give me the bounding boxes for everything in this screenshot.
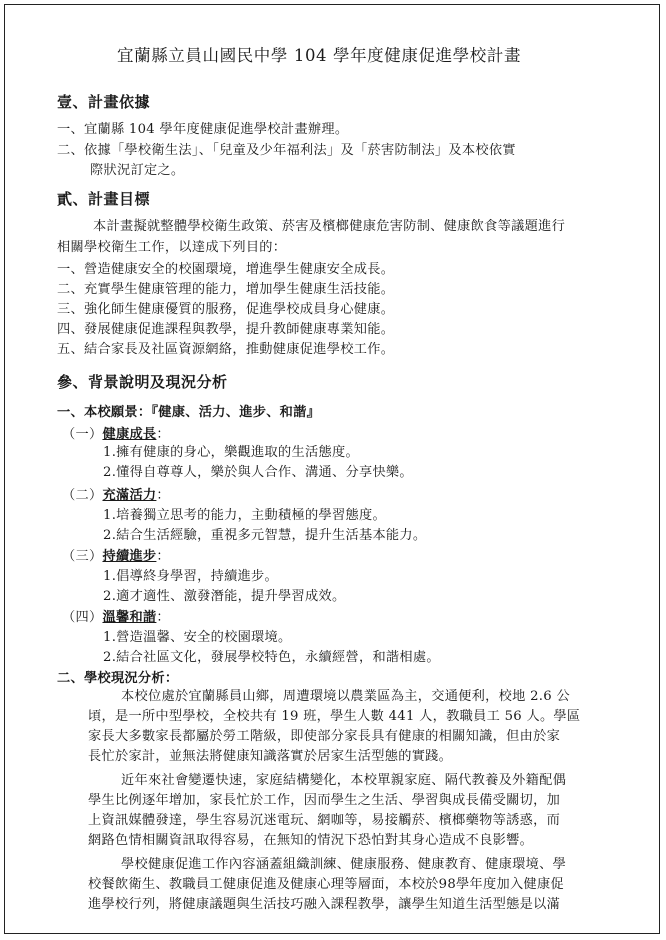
para-3-line-1: 學校健康促進工作內容涵蓋組織訓練、健康服務、健康教育、健康環境、學	[121, 857, 567, 872]
sec2-intro-line-2: 相關學校衛生工作，以達成下列目的：	[57, 240, 287, 255]
para-2-line-4: 網路色情相關資訊取得容易，在無知的情況下恐怕對其身心造成不良影響。	[88, 833, 534, 848]
vision-2-header: （二）充滿活力：	[62, 488, 170, 503]
section-3-heading: 參、背景說明及現況分析	[57, 373, 228, 391]
vision-2-label: 充滿活力	[102, 488, 157, 503]
sec2-goal-3: 三、強化師生健康優質的服務，促進學校成員身心健康。	[57, 302, 395, 317]
para-2-line-3: 上資訊媒體發達，學生容易沉迷電玩、網咖等，易接觸菸、檳榔藥物等誘惑，而	[88, 813, 561, 828]
sec2-goal-2: 二、充實學生健康管理的能力，增加學生健康生活技能。	[57, 282, 395, 297]
para-2-line-1: 近年來社會變遷快速，家庭結構變化，本校單親家庭、隔代教養及外籍配偶	[121, 773, 567, 788]
sec2-intro-line-1: 本計畫擬就整體學校衛生政策、菸害及檳榔健康危害防制、健康飲食等議題進行	[93, 219, 566, 234]
sec1-item-2-cont: 際狀況訂定之。	[90, 163, 185, 178]
para-2-line-2: 學生比例逐年增加，家長忙於工作，因而學生之生活、學習與成長備受關切，加	[88, 793, 561, 808]
document-title: 宜蘭縣立員山國民中學 104 學年度健康促進學校計畫	[117, 46, 522, 65]
vision-3-header: （三）持續進步：	[62, 549, 170, 564]
vision-2-point-1: 1.培養獨立思考的能力，主動積極的學習態度。	[103, 508, 386, 523]
para-1-line-4: 長忙於家計，並無法將健康知識落實於居家生活型態的實踐。	[88, 749, 453, 764]
vision-2-point-2: 2.結合生活經驗，重視多元智慧，提升生活基本能力。	[103, 528, 427, 543]
vision-3-label: 持續進步	[102, 549, 157, 564]
para-1-line-1: 本校位處於宜蘭縣員山鄉，周遭環境以農業區為主，交通便利，校地 2.6 公	[121, 689, 570, 704]
vision-4-point-1: 1.營造溫馨、安全的校園環境。	[103, 630, 292, 645]
para-3-line-2: 校餐飲衛生、教職員工健康促進及健康心理等層面，本校於98學年度加入健康促	[88, 877, 564, 892]
status-heading: 二、學校現況分析：	[57, 671, 179, 686]
sec2-goal-1: 一、營造健康安全的校園環境，增進學生健康安全成長。	[57, 262, 395, 277]
vision-4-label: 溫馨和諧	[102, 610, 157, 625]
sec2-goal-4: 四、發展健康促進課程與教學，提升教師健康專業知能。	[57, 322, 395, 337]
vision-3-point-1: 1.倡導終身學習，持續進步。	[103, 569, 279, 584]
section-1-heading: 壹、計畫依據	[57, 93, 151, 111]
para-1-line-2: 頃，是一所中型學校，全校共有 19 班，學生人數 441 人，教職員工 56 人。學區	[88, 709, 581, 724]
vision-1-label: 健康成長	[102, 427, 157, 442]
vision-1-point-1: 1.擁有健康的身心，樂觀進取的生活態度。	[103, 445, 359, 460]
vision-1-header: （一）健康成長：	[62, 427, 170, 442]
para-3-line-3: 進學校行列，將健康議題與生活技巧融入課程教學，讓學生知道生活型態是以滿	[88, 897, 561, 912]
vision-4-point-2: 2.結合社區文化，發展學校特色，永續經營，和諧相處。	[103, 650, 440, 665]
vision-4-header: （四）溫馨和諧：	[62, 610, 170, 625]
section-2-heading: 貳、計畫目標	[57, 190, 151, 208]
para-1-line-3: 家長大多數家長都屬於勞工階級，即使部分家長具有健康的相關知識，但由於家	[88, 729, 561, 744]
vision-1-point-2: 2.懂得自尊尊人，樂於與人合作、溝通、分享快樂。	[103, 465, 413, 480]
sec1-item-2: 二、依據「學校衛生法」、「兒童及少年福利法」及「菸害防制法」及本校依實	[57, 143, 516, 158]
vision-heading: 一、本校願景：『健康、活力、進步、和諧』	[57, 405, 321, 420]
sec1-item-1: 一、宜蘭縣 104 學年度健康促進學校計畫辦理。	[57, 122, 349, 137]
vision-3-point-2: 2.適才適性、激發潛能，提升學習成效。	[103, 589, 346, 604]
sec2-goal-5: 五、結合家長及社區資源網絡，推動健康促進學校工作。	[57, 342, 395, 357]
